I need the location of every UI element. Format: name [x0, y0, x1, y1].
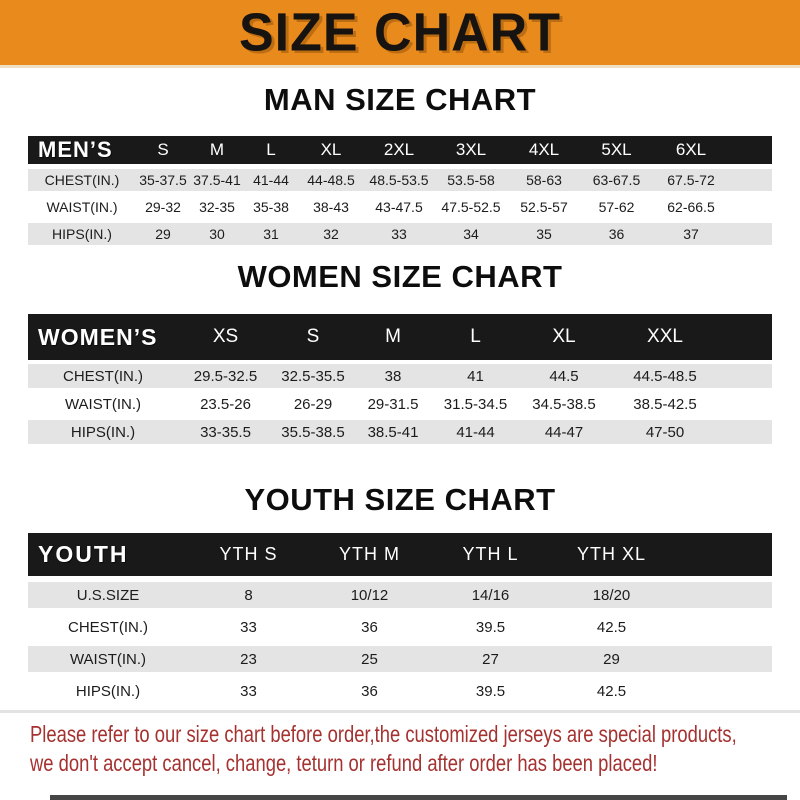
- row-label: CHEST(IN.): [63, 367, 143, 385]
- size-column-header: 2XL: [383, 140, 415, 159]
- row-label: CHEST(IN.): [44, 172, 120, 188]
- table-cell: 42.5: [596, 618, 627, 636]
- bottom-border-strip: [50, 795, 787, 800]
- table-cell: 18/20: [592, 586, 631, 604]
- size-column-header: YTH L: [462, 544, 519, 564]
- youth-section-heading: YOUTH SIZE CHART: [244, 482, 556, 517]
- size-column-header: L: [266, 140, 276, 159]
- table-cell: 37: [683, 226, 699, 242]
- size-column-header: S: [306, 326, 320, 347]
- row-label: WAIST(IN.): [69, 650, 147, 668]
- table-cell: 57-62: [598, 199, 635, 215]
- table-cell: 44-47: [544, 423, 584, 441]
- table-header-row: [28, 314, 772, 360]
- size-column-header: 4XL: [528, 140, 560, 159]
- table-cell: 67.5-72: [667, 172, 715, 188]
- table-cell: 42.5: [596, 682, 627, 700]
- table-cell: 30: [209, 226, 225, 242]
- table-row: [28, 614, 772, 640]
- table-cell: 62-66.5: [667, 199, 715, 215]
- table-cell: 34: [463, 226, 479, 242]
- size-column-header: M: [209, 140, 225, 159]
- table-cell: 58-63: [526, 172, 562, 188]
- size-column-header: XL: [320, 140, 342, 159]
- banner: [0, 0, 800, 68]
- table-cell: 26-29: [293, 395, 333, 413]
- table-cell: 33: [240, 682, 257, 700]
- table-cell: 43-47.5: [375, 199, 423, 215]
- table-cell: 39.5: [475, 682, 506, 700]
- table-cell: 41-44: [253, 172, 289, 188]
- size-column-header: YTH M: [339, 544, 400, 564]
- size-column-header: L: [470, 326, 481, 347]
- table-cell: 53.5-58: [447, 172, 495, 188]
- table-cell: 39.5: [475, 618, 506, 636]
- banner-title: SIZE CHART: [239, 2, 561, 63]
- table-header-row: [28, 533, 772, 576]
- table-row: [28, 678, 772, 704]
- table-cell: 38: [384, 367, 402, 385]
- table-cell: 44.5: [549, 367, 579, 385]
- section-youth: [0, 482, 800, 704]
- row-label: HIPS(IN.): [52, 226, 112, 242]
- table-row: [28, 420, 772, 444]
- table-row: [28, 223, 772, 245]
- table-cell: 36: [361, 682, 378, 700]
- table-cell: 34.5-38.5: [532, 395, 596, 413]
- table-cell: 47.5-52.5: [441, 199, 501, 215]
- size-column-header: XXL: [647, 326, 683, 347]
- row-label: U.S.SIZE: [76, 586, 140, 604]
- row-label: CHEST(IN.): [68, 618, 148, 636]
- footnote-line-2: we don't accept cancel, change, teturn or refund after order has been placed!: [30, 750, 658, 776]
- table-cell: 44-48.5: [307, 172, 355, 188]
- table-cell: 31: [263, 226, 279, 242]
- size-column-header: 5XL: [601, 140, 632, 159]
- table-cell: 33: [240, 618, 257, 636]
- women-section-heading: WOMEN SIZE CHART: [237, 259, 563, 294]
- row-label: HIPS(IN.): [75, 682, 141, 700]
- table-cell: 47-50: [645, 423, 685, 441]
- section-women: [0, 259, 800, 444]
- table-title: YOUTH: [38, 541, 129, 567]
- size-column-header: 6XL: [675, 140, 707, 159]
- table-row: [28, 196, 772, 218]
- footnote: [0, 713, 800, 778]
- table-row: [28, 364, 772, 388]
- table-row: [28, 582, 772, 608]
- row-label: HIPS(IN.): [70, 423, 136, 441]
- row-label: WAIST(IN.): [64, 395, 142, 413]
- table-cell: 25: [361, 650, 378, 668]
- table-cell: 41-44: [456, 423, 495, 441]
- table-cell: 14/16: [471, 586, 510, 604]
- table-header-row: [28, 136, 772, 164]
- table-cell: 8: [244, 586, 253, 604]
- table-cell: 35-38: [253, 199, 289, 215]
- table-cell: 29: [603, 650, 620, 668]
- men-section-heading: MAN SIZE CHART: [263, 82, 537, 117]
- table-cell: 32.5-35.5: [281, 367, 345, 385]
- table-cell: 23.5-26: [200, 395, 251, 413]
- table-cell: 41: [467, 367, 484, 385]
- table-cell: 33: [391, 226, 407, 242]
- table-cell: 52.5-57: [520, 199, 568, 215]
- women-size-table: [28, 314, 772, 444]
- table-row: [28, 169, 772, 191]
- table-cell: 38-43: [313, 199, 349, 215]
- table-cell: 37.5-41: [193, 172, 241, 188]
- size-column-header: XS: [212, 326, 239, 347]
- table-cell: 35: [536, 226, 552, 242]
- table-cell: 48.5-53.5: [369, 172, 429, 188]
- size-column-header: YTH S: [219, 544, 278, 564]
- table-cell: 36: [361, 618, 378, 636]
- men-size-table: [28, 136, 772, 245]
- table-cell: 29.5-32.5: [193, 367, 258, 385]
- table-cell: 29: [155, 226, 171, 242]
- table-cell: 27: [482, 650, 499, 668]
- table-cell: 36: [608, 226, 625, 242]
- table-cell: 29-32: [145, 199, 181, 215]
- size-column-header: XL: [552, 326, 576, 347]
- table-cell: 38.5-41: [367, 423, 419, 441]
- youth-size-table: [28, 533, 772, 704]
- size-column-header: M: [385, 326, 401, 347]
- table-cell: 29-31.5: [367, 395, 419, 413]
- table-cell: 35.5-38.5: [281, 423, 345, 441]
- size-column-header: 3XL: [455, 140, 487, 159]
- table-row: [28, 646, 772, 672]
- table-cell: 33-35.5: [200, 423, 251, 441]
- table-title: WOMEN’S: [38, 323, 158, 350]
- table-cell: 63-67.5: [592, 172, 641, 188]
- row-label: WAIST(IN.): [46, 199, 118, 215]
- table-cell: 31.5-34.5: [443, 395, 508, 413]
- table-row: [28, 392, 772, 416]
- table-cell: 35-37.5: [139, 172, 187, 188]
- table-cell: 44.5-48.5: [633, 367, 697, 385]
- section-men: [0, 82, 800, 245]
- table-cell: 38.5-42.5: [633, 395, 697, 413]
- footnote-line-1: Please refer to our size chart before order,the customized jerseys are special products,: [30, 721, 737, 747]
- table-cell: 32: [323, 226, 339, 242]
- table-cell: 32-35: [199, 199, 235, 215]
- table-cell: 10/12: [350, 586, 389, 604]
- size-column-header: S: [157, 140, 169, 159]
- size-column-header: YTH XL: [576, 544, 647, 564]
- table-title: MEN’S: [38, 137, 113, 162]
- table-cell: 23: [240, 650, 257, 668]
